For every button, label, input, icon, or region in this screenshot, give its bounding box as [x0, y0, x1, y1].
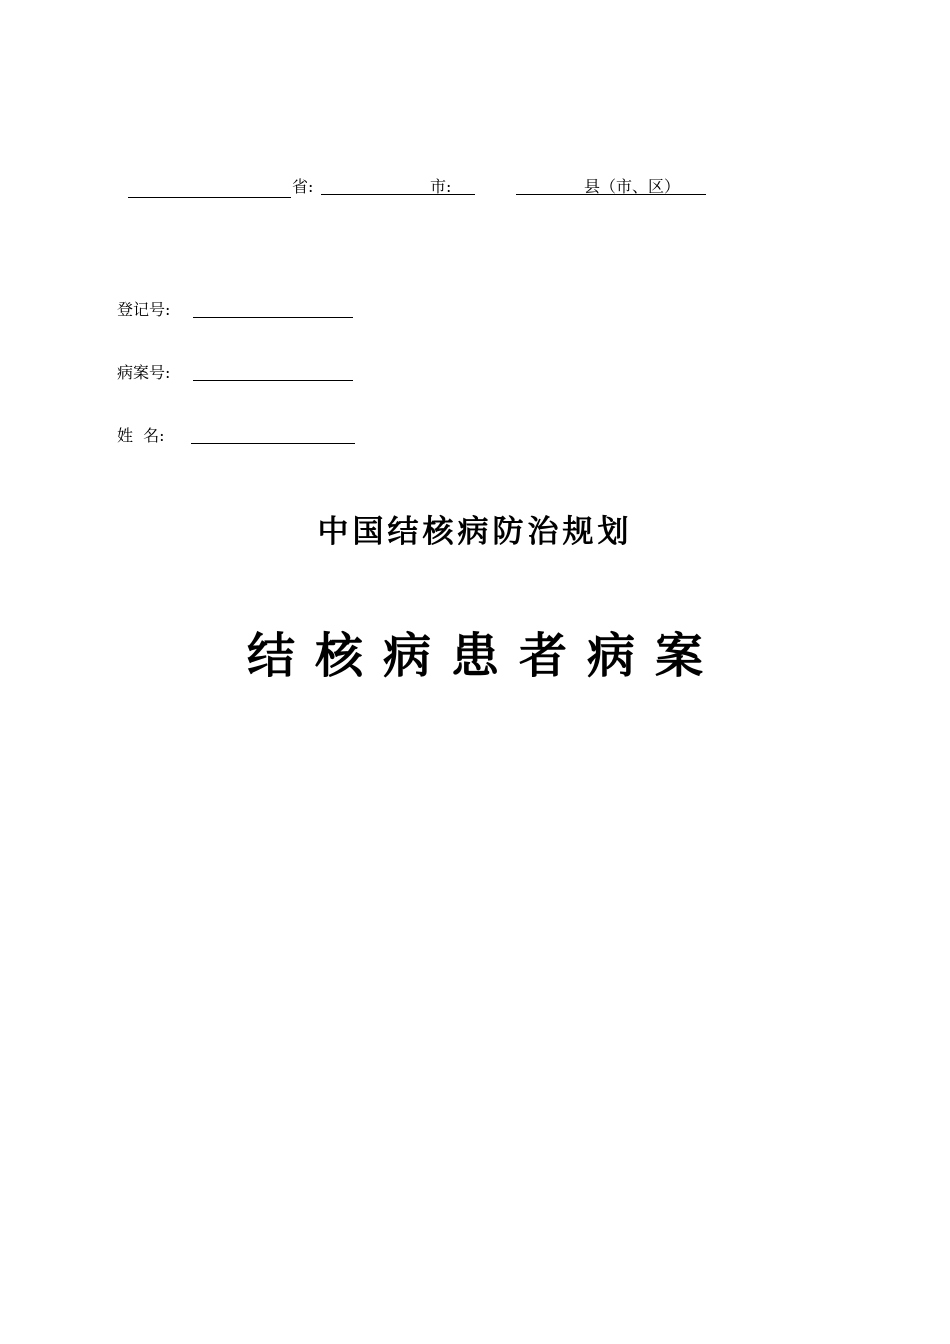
registration-number-label: 登记号: [117, 300, 171, 319]
document-title: 结核病患者病案 [246, 628, 723, 684]
city-label: 市: [430, 177, 452, 196]
registration-number-blank[interactable] [193, 317, 353, 318]
province-blank[interactable] [128, 197, 291, 198]
program-title: 中国结核病防治规划 [317, 514, 633, 550]
county-label: 县（市、区） [584, 177, 681, 196]
name-blank[interactable] [191, 443, 355, 444]
case-number-label: 病案号: [117, 363, 171, 382]
province-label: 省: [292, 177, 314, 196]
city-blank[interactable] [321, 194, 475, 195]
name-label: 姓 名: [117, 426, 165, 445]
case-number-blank[interactable] [193, 380, 353, 381]
